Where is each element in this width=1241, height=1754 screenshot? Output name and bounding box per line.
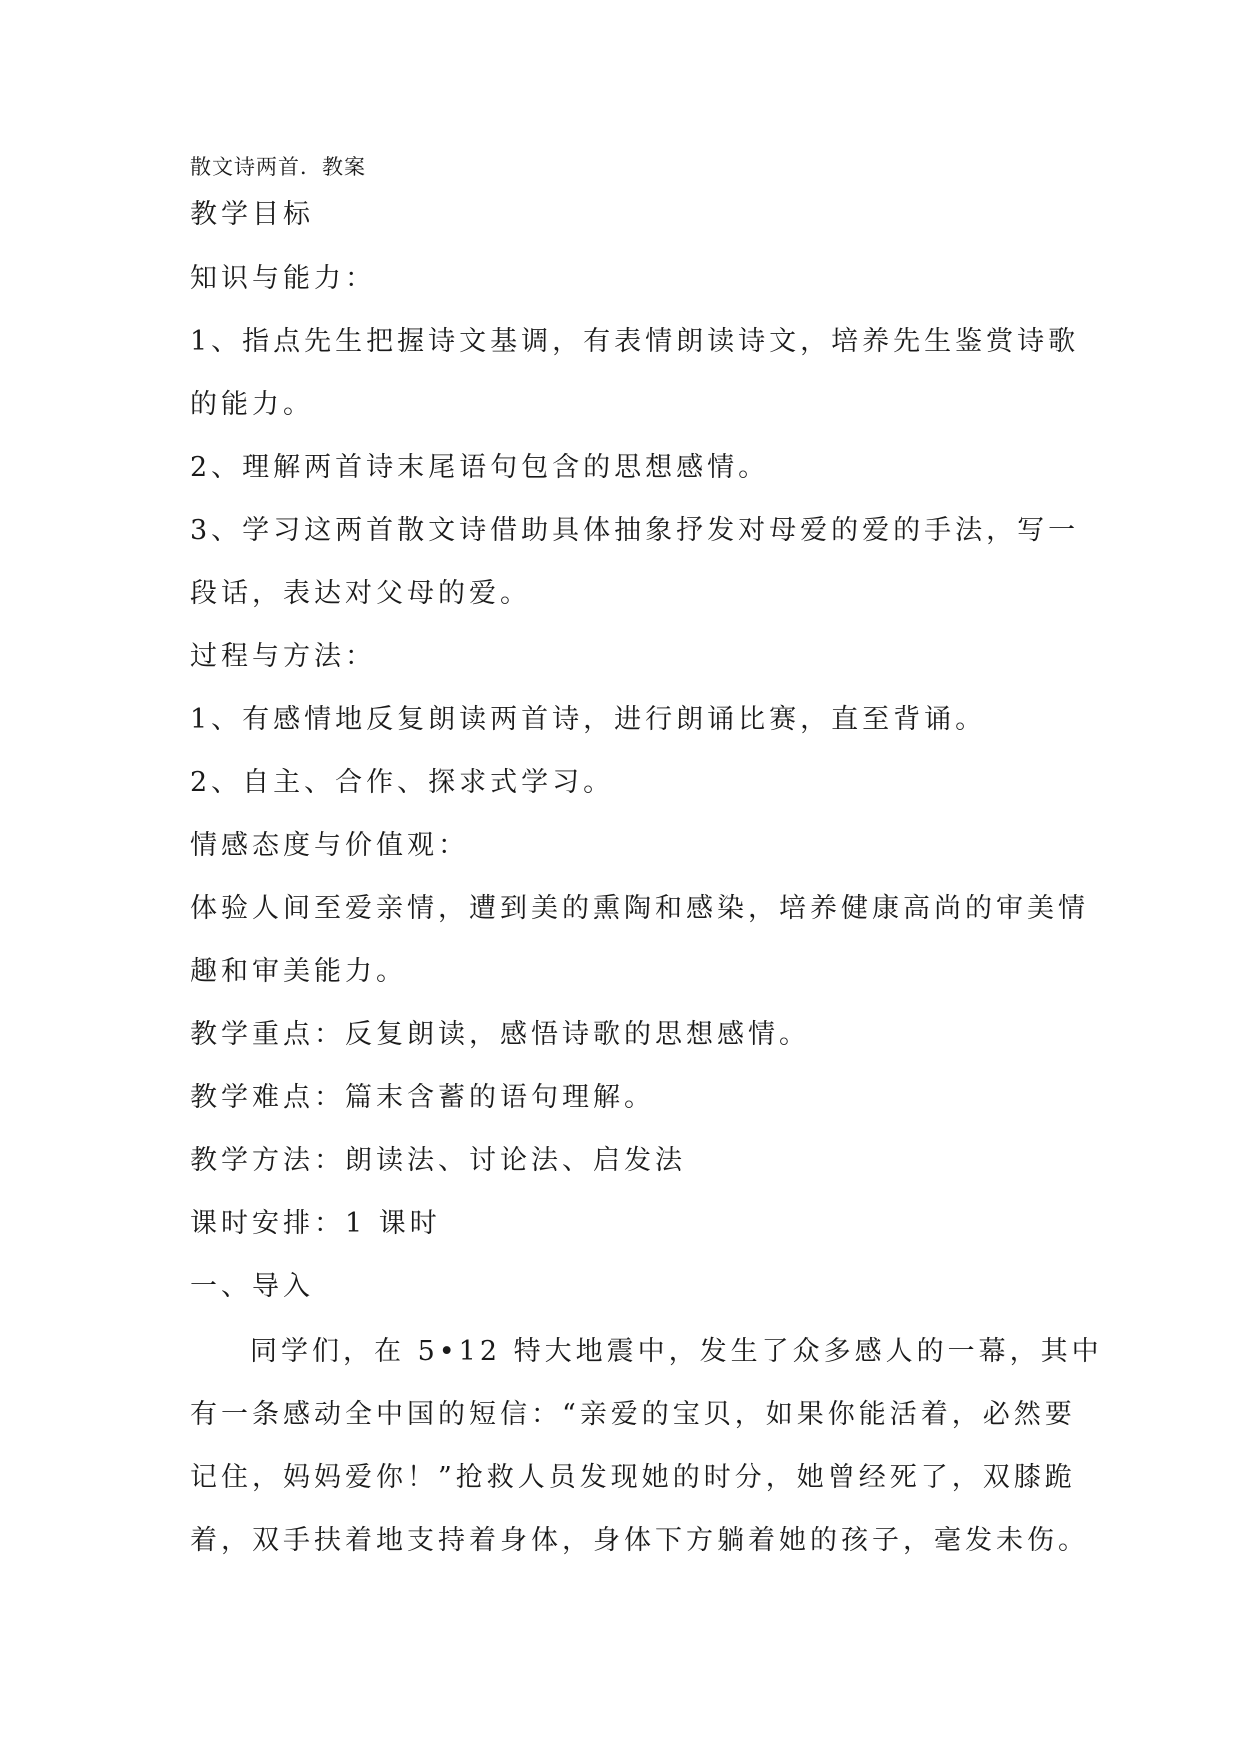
paragraph-line: 着，双手扶着地支持着身体，身体下方躺着她的孩子，毫发未伤。 <box>190 1525 1089 1556</box>
subheading-emotion-values: 情感态度与价值观： <box>190 830 469 861</box>
teaching-difficulty-line: 教学难点：篇末含蓄的语句理解。 <box>190 1082 655 1113</box>
paragraph-line: 记住，妈妈爱你！”抢救人员发现她的时分，她曾经死了，双膝跪 <box>190 1462 1076 1493</box>
document-title: 散文诗两首．教案 <box>190 155 366 179</box>
text-line: 2、理解两首诗末尾语句包含的思想感情。 <box>190 452 770 483</box>
paragraph-line: 有一条感动全中国的短信：“亲爱的宝贝，如果你能活着，必然要 <box>190 1399 1076 1430</box>
class-schedule-line: 课时安排：1 课时 <box>190 1208 441 1239</box>
text-line: 趣和审美能力。 <box>190 956 407 987</box>
teaching-method-line: 教学方法：朗读法、讨论法、启发法 <box>190 1145 686 1176</box>
subheading-knowledge-ability: 知识与能力： <box>190 263 376 294</box>
teaching-focus-line: 教学重点：反复朗读，感悟诗歌的思想感情。 <box>190 1019 810 1050</box>
text-line: 2、自主、合作、探求式学习。 <box>190 767 615 798</box>
section-heading-introduction: 一、导入 <box>190 1271 314 1302</box>
subheading-process-method: 过程与方法： <box>190 641 376 672</box>
text-line: 段话，表达对父母的爱。 <box>190 578 531 609</box>
heading-teaching-objectives: 教学目标 <box>190 199 314 230</box>
text-line: 体验人间至爱亲情，遭到美的熏陶和感染，培养健康高尚的审美情 <box>190 893 1089 924</box>
text-line: 的能力。 <box>190 389 314 420</box>
paragraph-line: 同学们，在 5•12 特大地震中，发生了众多感人的一幕，其中 <box>250 1336 1103 1367</box>
text-line: 1、指点先生把握诗文基调，有表情朗读诗文，培养先生鉴赏诗歌 <box>190 326 1080 357</box>
text-line: 1、有感情地反复朗读两首诗，进行朗诵比赛，直至背诵。 <box>190 704 987 735</box>
text-line: 3、学习这两首散文诗借助具体抽象抒发对母爱的爱的手法，写一 <box>190 515 1080 546</box>
